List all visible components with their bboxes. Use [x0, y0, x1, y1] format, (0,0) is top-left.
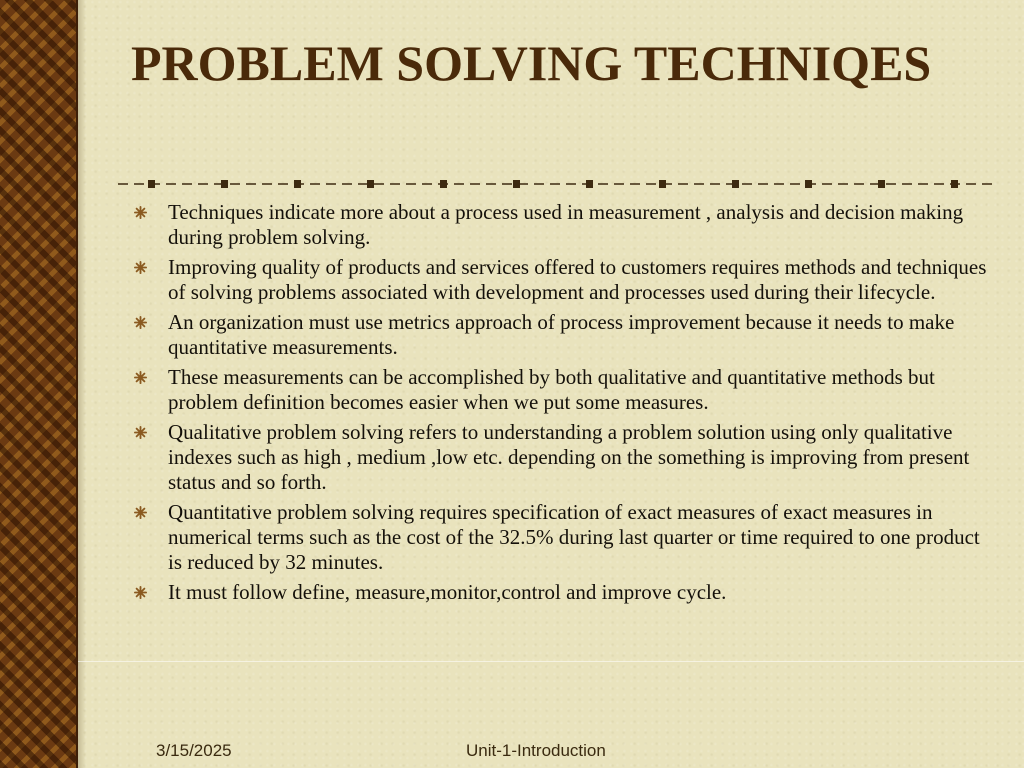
divider-dot	[148, 180, 155, 188]
footer-title: Unit-1-Introduction	[466, 741, 606, 760]
divider-dot	[367, 180, 374, 188]
divider-dot	[294, 180, 301, 188]
list-item	[128, 365, 988, 415]
divider-dot	[440, 180, 447, 188]
bullet-list	[128, 200, 988, 610]
divider-dot	[878, 180, 885, 188]
asterisk-star-icon	[134, 426, 147, 439]
bullet-text: These measurements can be accomplished by both qualitative and quantitative methods but problem definition becomes easier when we put some measures.	[168, 365, 935, 414]
divider-dot	[513, 180, 520, 188]
footer-date: 3/15/2025	[156, 741, 232, 760]
asterisk-star-icon	[134, 261, 147, 274]
divider-dot	[732, 180, 739, 188]
divider-dot	[659, 180, 666, 188]
decorative-side-band	[0, 0, 78, 768]
asterisk-star-icon	[134, 371, 147, 384]
title-divider	[118, 177, 994, 191]
bullet-text: An organization must use metrics approach of process improvement because it needs to make quantitative measurements.	[168, 310, 955, 359]
list-item	[128, 200, 988, 250]
asterisk-star-icon	[134, 586, 147, 599]
footer-divider	[78, 661, 1024, 662]
bullet-text: Qualitative problem solving refers to understanding a problem solution using only qualitative indexes such as high , medium ,low etc. depending on the something is improving from present status and so forth.	[168, 420, 970, 494]
bullet-text: Quantitative problem solving requires specification of exact measures of exact measures in numerical terms such as the cost of the 32.5% during last quarter or time required to one product is reduced by 32 minutes.	[168, 500, 980, 574]
divider-dot	[221, 180, 228, 188]
bullet-text: Techniques indicate more about a process used in measurement , analysis and decision making during problem solving.	[168, 200, 964, 249]
divider-dot	[951, 180, 958, 188]
asterisk-star-icon	[134, 506, 147, 519]
divider-dot	[586, 180, 593, 188]
bullet-text: It must follow define, measure,monitor,control and improve cycle.	[168, 580, 727, 604]
bullet-text: Improving quality of products and services offered to customers requires methods and techniques of solving problems associated with development and processes used during their lifecycle.	[168, 255, 987, 304]
list-item	[128, 420, 988, 495]
divider-dot	[805, 180, 812, 188]
list-item	[128, 580, 988, 605]
list-item	[128, 310, 988, 360]
slide-title: PROBLEM SOLVING TECHNIQES	[131, 35, 932, 91]
list-item	[128, 255, 988, 305]
asterisk-star-icon	[134, 316, 147, 329]
list-item	[128, 500, 988, 575]
asterisk-star-icon	[134, 206, 147, 219]
